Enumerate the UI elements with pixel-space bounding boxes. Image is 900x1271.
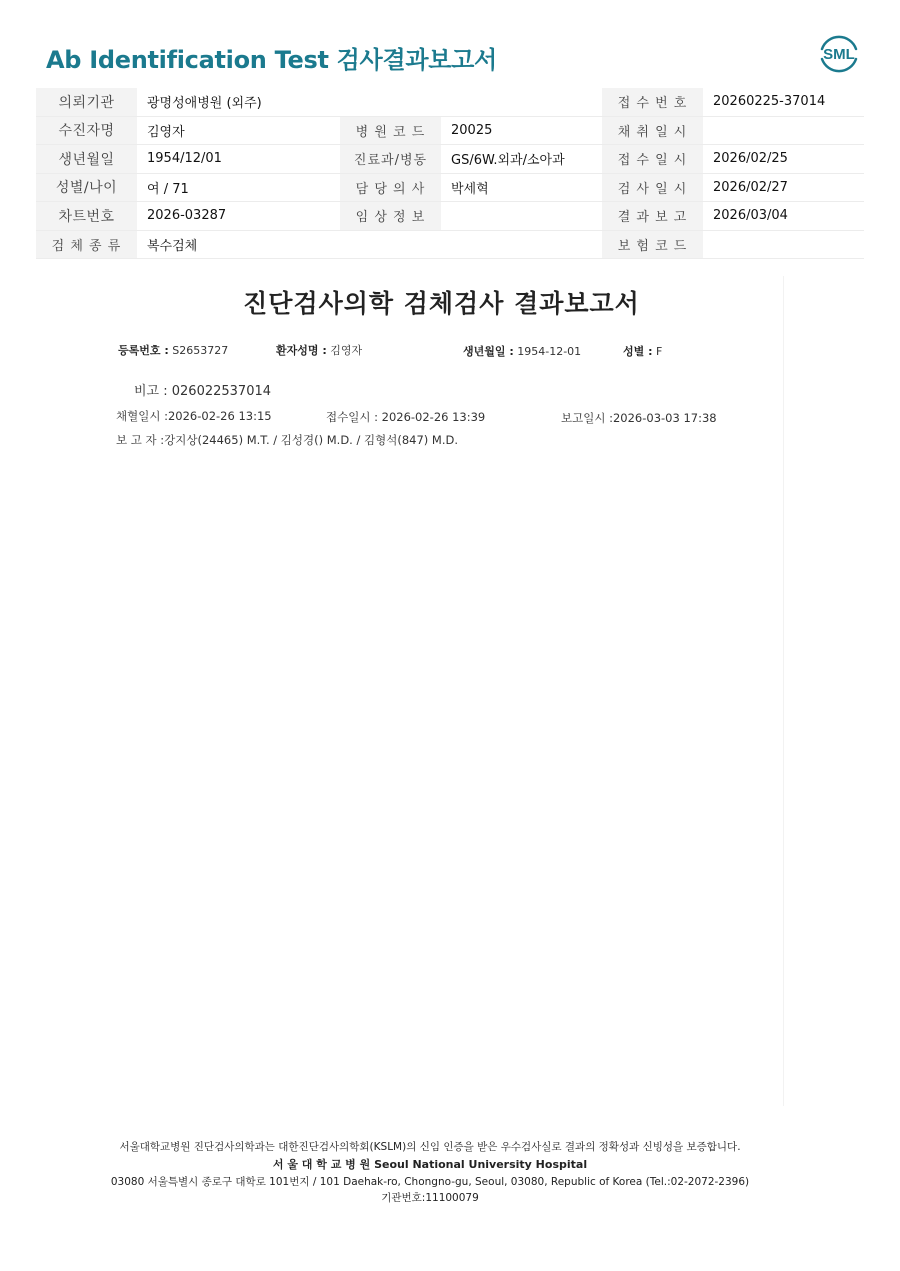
footer-institution-number: 기관번호:11100079 bbox=[381, 1192, 479, 1204]
value-department: GS/6W.외과/소아과 bbox=[441, 145, 602, 174]
info-row bbox=[36, 230, 864, 259]
svg-text:SML: SML bbox=[823, 46, 855, 63]
patient-info-table bbox=[36, 88, 864, 259]
report-note: 비고 : 026022537014 bbox=[134, 384, 272, 399]
label-clinical-info: 임 상 정 보 bbox=[340, 202, 441, 231]
label-collection-date: 채 취 일 시 bbox=[602, 116, 703, 145]
label-attending-doctor: 담 당 의 사 bbox=[340, 173, 441, 202]
report-sex: 성별 : F bbox=[623, 345, 663, 358]
label-department: 진료과/병동 bbox=[340, 145, 441, 174]
label-insurance-code: 보 험 코 드 bbox=[602, 230, 703, 259]
value-hospital-code: 20025 bbox=[441, 116, 602, 145]
footer-certification: 서울대학교병원 진단검사의학과는 대한진단검사의학회(KSLM)의 신임 인증을 받은 우수검사실로 결과의 정확성과 신빙성을 보증합니다. bbox=[119, 1141, 741, 1153]
value-collection-date bbox=[703, 116, 864, 145]
report-time: 보고일시 :2026-03-03 17:38 bbox=[561, 411, 717, 425]
lab-report-image bbox=[100, 276, 784, 1106]
value-attending-doctor: 박세혁 bbox=[441, 173, 602, 202]
registration-number: 등록번호 : S2653727 bbox=[118, 344, 229, 357]
value-patient-name: 김영자 bbox=[137, 116, 340, 145]
label-sex-age: 성별/나이 bbox=[36, 173, 137, 202]
value-receipt-number: 20260225-37014 bbox=[703, 88, 864, 116]
label-receipt-date: 접 수 일 시 bbox=[602, 145, 703, 174]
label-chart-number: 차트번호 bbox=[36, 202, 137, 231]
page-title: Ab Identification Test 검사결과보고서 bbox=[46, 46, 497, 74]
label-specimen-type: 검 체 종 류 bbox=[36, 230, 137, 259]
value-clinical-info bbox=[441, 202, 602, 231]
value-result-report: 2026/03/04 bbox=[703, 202, 864, 231]
collection-time: 채혈일시 :2026-02-26 13:15 bbox=[116, 409, 272, 423]
value-receipt-date: 2026/02/25 bbox=[703, 145, 864, 174]
label-patient-name: 수진자명 bbox=[36, 116, 137, 145]
label-birth-date: 생년월일 bbox=[36, 145, 137, 174]
info-row bbox=[36, 202, 864, 231]
value-chart-number: 2026-03287 bbox=[137, 202, 340, 231]
value-requesting-org: 광명성애병원 (외주) bbox=[137, 88, 602, 116]
footer-hospital-name: 서 울 대 학 교 병 원 Seoul National University Hospital bbox=[272, 1158, 588, 1171]
label-result-report: 결 과 보 고 bbox=[602, 202, 703, 231]
value-test-date: 2026/02/27 bbox=[703, 173, 864, 202]
reporters: 보 고 자 :강지상(24465) M.T. / 김성경() M.D. / 김형석(847) M.D. bbox=[116, 433, 459, 447]
label-hospital-code: 병 원 코 드 bbox=[340, 116, 441, 145]
label-test-date: 검 사 일 시 bbox=[602, 173, 703, 202]
info-row bbox=[36, 145, 864, 174]
value-insurance-code bbox=[703, 230, 864, 259]
info-row bbox=[36, 88, 864, 116]
label-requesting-org: 의뢰기관 bbox=[36, 88, 137, 116]
receipt-time: 접수일시 : 2026-02-26 13:39 bbox=[326, 410, 486, 424]
info-row bbox=[36, 116, 864, 145]
value-sex-age: 여 / 71 bbox=[137, 173, 340, 202]
sml-logo bbox=[814, 28, 864, 78]
label-receipt-number: 접 수 번 호 bbox=[602, 88, 703, 116]
value-birth-date: 1954/12/01 bbox=[137, 145, 340, 174]
info-row bbox=[36, 173, 864, 202]
report-birth-date: 생년월일 : 1954-12-01 bbox=[463, 345, 582, 358]
report-patient-name: 환자성명 : 김영자 bbox=[276, 344, 363, 357]
value-specimen-type: 복수검체 bbox=[137, 230, 602, 259]
footer-address: 03080 서울특별시 종로구 대학로 101번지 / 101 Daehak-ro, Chongno-gu, Seoul, 03080, Republic of Korea (Tel.:02-2072-2396) bbox=[110, 1176, 750, 1188]
report-title: 진단검사의학 검체검사 결과보고서 bbox=[243, 289, 640, 318]
